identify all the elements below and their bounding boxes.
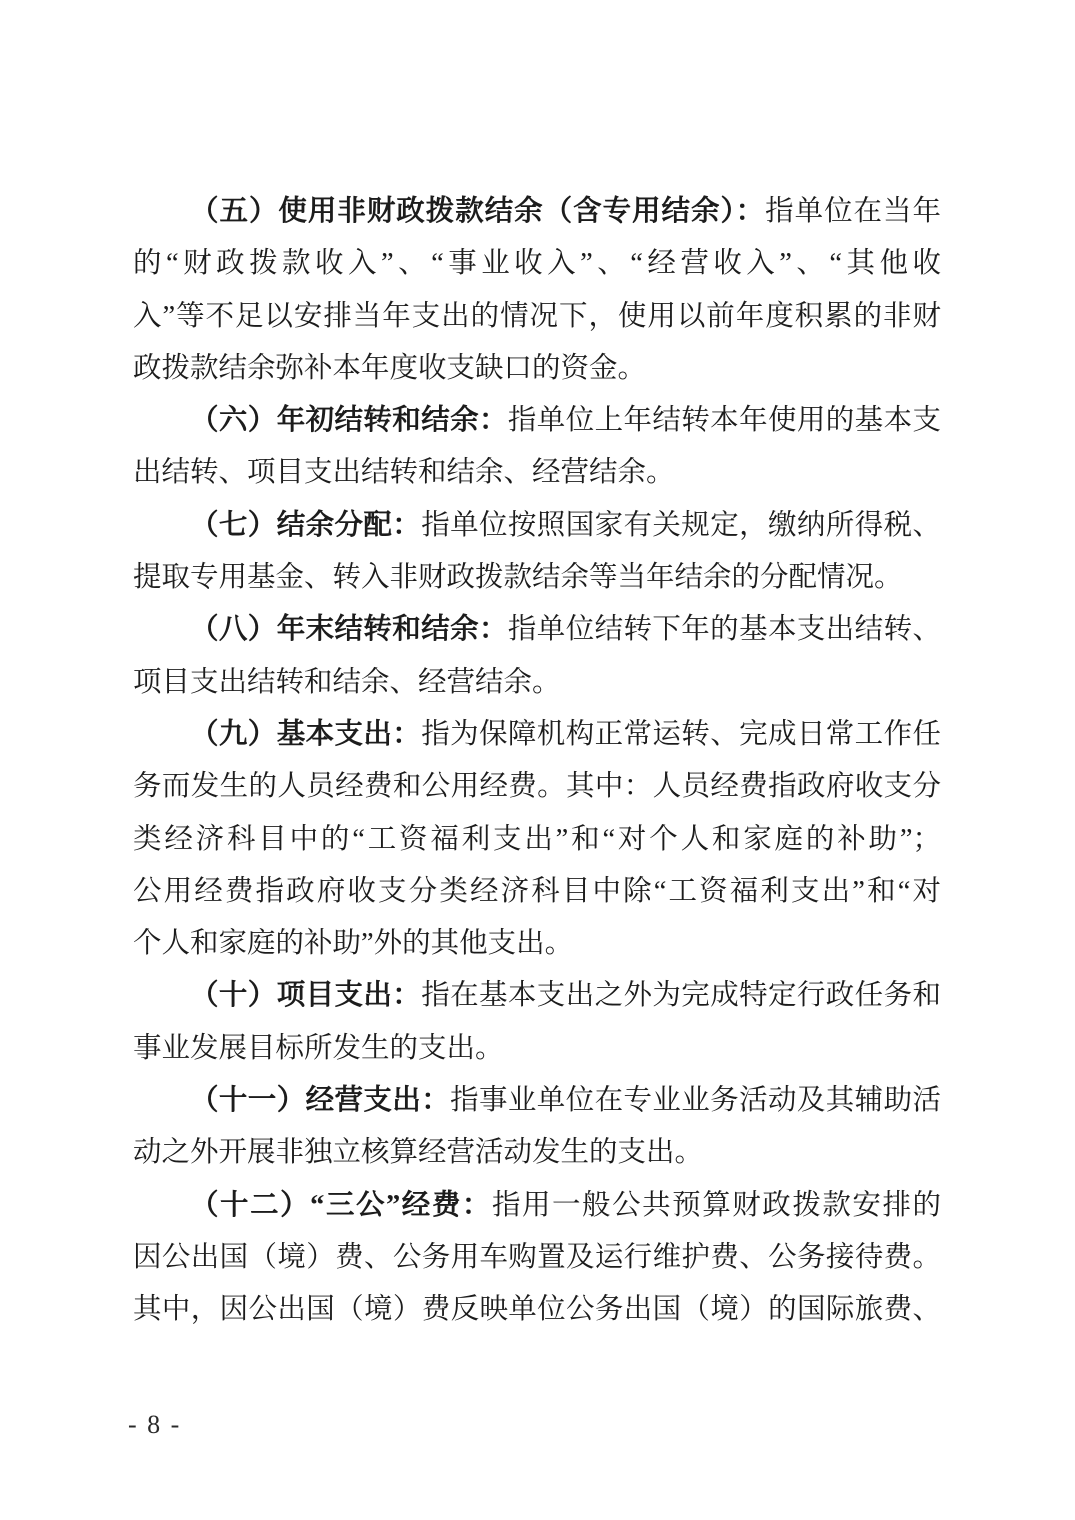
text-line: 事业发展目标所发生的支出。: [133, 1032, 504, 1064]
section-heading: （十二）“三公”经费：: [190, 1189, 492, 1221]
section-heading: （六）年初结转和结余：: [190, 405, 508, 437]
section-heading: （十一）经营支出：: [190, 1085, 451, 1117]
text-line: 提取专用基金、转入非财政拨款结余等当年结余的分配情况。: [133, 562, 903, 594]
text-run: 指在基本支出之外为完成特定行政任务和: [421, 980, 941, 1012]
text-line: 因公出国（境）费、公务用车购置及运行维护费、公务接待费。: [133, 1241, 941, 1273]
text-line: [133, 395, 941, 447]
section-heading: （九）基本支出：: [190, 718, 422, 750]
text-line: 项目支出结转和结余、经营结余。: [133, 666, 561, 698]
text-line: [133, 1180, 941, 1232]
section-heading: （八）年末结转和结余：: [190, 614, 508, 646]
text-line: 出结转、项目支出结转和结余、经营结余。: [133, 457, 675, 489]
page-number: - 8 -: [128, 1410, 182, 1439]
text-line: 公用经费指政府收支分类经济科目中除“工资福利支出”和“对: [133, 875, 941, 907]
text-line: 类经济科目中的“工资福利支出”和“对个人和家庭的补助”；: [133, 823, 941, 855]
document-body: [133, 186, 941, 1337]
text-run: 指单位在当年: [765, 196, 941, 227]
text-line: 动之外开展非独立核算经营活动发生的支出。: [133, 1137, 704, 1169]
text-line: [133, 709, 941, 761]
text-line: 的“财政拨款收入”、“事业收入”、“经营收入”、“其他收: [133, 248, 941, 280]
text-run: 指为保障机构正常运转、完成日常工作任: [421, 718, 941, 750]
text-run: 指单位按照国家有关规定，缴纳所得税、: [421, 509, 941, 541]
section-heading: （七）结余分配：: [190, 509, 422, 541]
text-line: [133, 604, 941, 656]
text-line: 其中，因公出国（境）费反映单位公务出国（境）的国际旅费、: [133, 1294, 941, 1326]
text-line: 务而发生的人员经费和公用经费。其中：人员经费指政府收支分: [133, 771, 941, 803]
text-line: [133, 186, 941, 238]
text-line: [133, 970, 941, 1022]
section-heading: （五）使用非财政拨款结余（含专用结余）：: [190, 196, 766, 227]
text-line: 入”等不足以安排当年支出的情况下，使用以前年度积累的非财: [133, 300, 941, 332]
section-heading: （十）项目支出：: [190, 980, 422, 1012]
text-line: [133, 500, 941, 552]
text-run: 指单位结转下年的基本支出结转、: [507, 614, 941, 646]
text-line: 个人和家庭的补助”外的其他支出。: [133, 928, 574, 960]
text-run: 指单位上年结转本年使用的基本支: [507, 405, 941, 437]
text-line: 政拨款结余弥补本年度收支缺口的资金。: [133, 352, 647, 384]
text-run: 指事业单位在专业业务活动及其辅助活: [450, 1085, 941, 1117]
text-line: [133, 1075, 941, 1127]
text-run: 指用一般公共预算财政拨款安排的: [491, 1189, 941, 1221]
